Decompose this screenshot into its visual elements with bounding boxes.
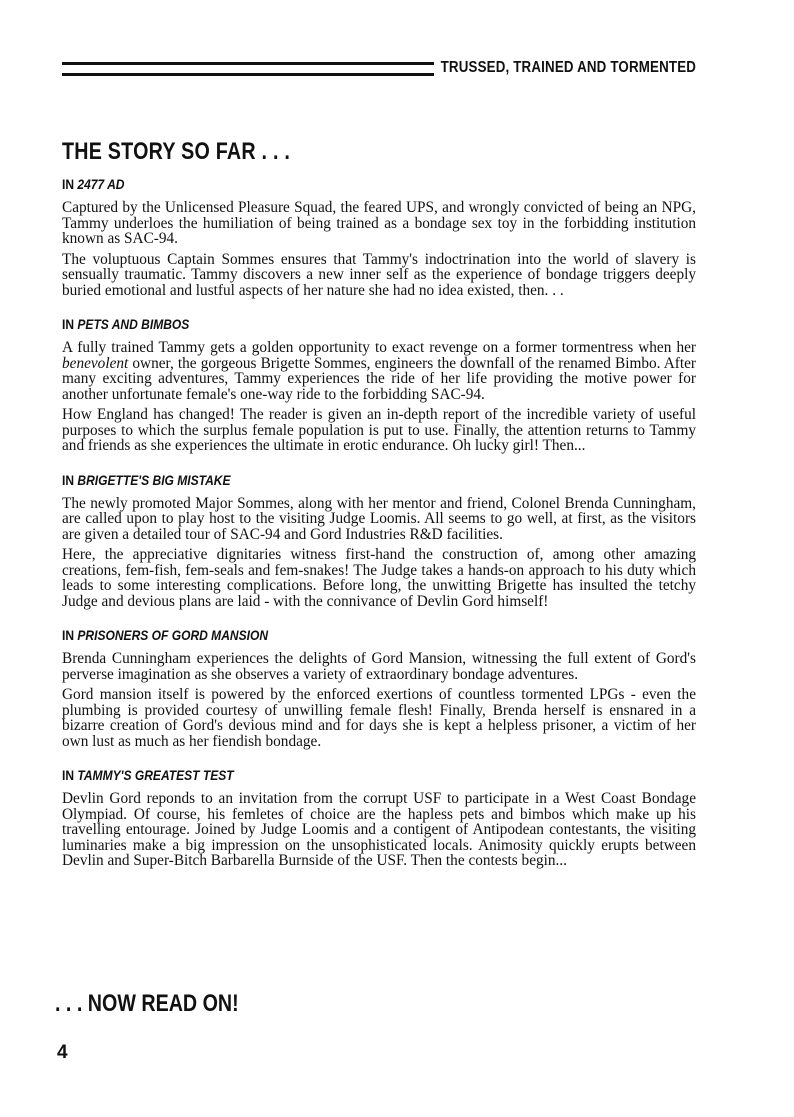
section-title: PRISONERS OF GORD MANSION <box>77 627 269 643</box>
paragraph: A fully trained Tammy gets a golden opportunity to exact revenge on a former tormentress when her benevolent owner, the gorgeous Brigette Sommes, engineers the downfall of the renamed Bimbo. After many exciting adventures, Tammy experiences the ride of her life providing the motive power for another unfortunate female's one-way ride to the forbidding SAC-94. <box>62 339 696 403</box>
running-header <box>62 56 696 86</box>
section-prefix: IN <box>62 316 78 332</box>
section-2477-ad <box>62 176 696 298</box>
section-tammys-greatest-test <box>62 767 696 869</box>
section-heading <box>62 767 607 783</box>
section-pets-and-bimbos <box>62 316 696 454</box>
section-title: PETS AND BIMBOS <box>77 316 190 332</box>
section-title: BRIGETTE'S BIG MISTAKE <box>77 471 231 488</box>
page-number: 4 <box>57 1042 68 1063</box>
page-title: THE STORY SO FAR . . . <box>62 138 291 165</box>
running-title: TRUSSED, TRAINED AND TORMENTED <box>440 59 696 76</box>
section-prefix: IN <box>62 767 78 783</box>
section-title: 2477 AD <box>77 176 125 192</box>
header-rule <box>62 62 434 76</box>
section-prefix: IN <box>62 471 78 488</box>
paragraph: Here, the appreciative dignitaries witness first-hand the construction of, among other amazing creations, fem-fish, fem-seals and fem-snakes! The Judge takes a hands-on approach to his duty which leads to some interesting complications. Before long, the unwitting Brigette has insulted the tetchy Judge and devious plans are laid - with the connivance of Devlin Gord himself! <box>62 546 696 610</box>
section-heading <box>62 472 607 488</box>
section-title: TAMMY'S GREATEST TEST <box>77 767 234 783</box>
paragraph: The voluptuous Captain Sommes ensures that Tammy's indoctrination into the world of slavery is sensually traumatic. Tammy discovers a new inner self as the experience of bondage triggers deeply buried emotional and lustful aspects of her nature she had no idea existed, then. . . <box>62 250 696 299</box>
story-content <box>62 176 696 874</box>
section-prefix: IN <box>62 176 78 192</box>
section-heading <box>62 627 607 643</box>
paragraph: Gord mansion itself is powered by the enforced exertions of countless tormented LPGs - even the plumbing is provided courtesy of unwilling female flesh! Finally, Brenda herself is ensnared in a bizarre creation of Gord's devious mind and for days she is kept a helpless prisoner, a victim of her own lust as much as her fiendish bondage. <box>62 686 696 750</box>
section-prisoners-of-gord-mansion <box>62 627 696 749</box>
paragraph: Captured by the Unlicensed Pleasure Squad, the feared UPS, and wrongly convicted of being an NPG, Tammy underloes the humiliation of being trained as a bondage sex toy in the forbidding institution known as SAC-94. <box>62 199 696 247</box>
section-brigettes-big-mistake <box>62 472 696 610</box>
paragraph: Brenda Cunningham experiences the delights of Gord Mansion, witnessing the full extent of Gord's perverse imagination as she observes a variety of extraordinary bondage adventures. <box>62 650 696 683</box>
paragraph: Devlin Gord reponds to an invitation from the corrupt USF to participate in a West Coast Bondage Olympiad. Of course, his femletes of choice are the hapless pets and bimbos which make up his travelling entourage. Joined by Judge Loomis and a contigent of Antipodean contestants, the visiting luminaries make a big impression on the unsophisticated locals. Animosity quickly erupts between Devlin and Super-Bitch Barbarella Burnside of the USF. Then the contests begin... <box>62 790 696 869</box>
section-heading <box>62 316 607 332</box>
section-prefix: IN <box>62 627 78 643</box>
section-heading <box>62 176 607 192</box>
closing-line: . . . NOW READ ON! <box>55 990 239 1017</box>
paragraph: The newly promoted Major Sommes, along with her mentor and friend, Colonel Brenda Cunningham, are called upon to play host to the visiting Judge Loomis. All seems to go well, at first, as the visitors are given a detailed tour of SAC-94 and Gord Industries R&D facilities. <box>62 494 696 543</box>
paragraph: How England has changed! The reader is given an in-depth report of the incredible variety of useful purposes to which the surplus female population is put to use. Finally, the attention returns to Tammy and friends as she experiences the ultimate in erotic endurance. Oh lucky girl! Then... <box>62 406 696 454</box>
